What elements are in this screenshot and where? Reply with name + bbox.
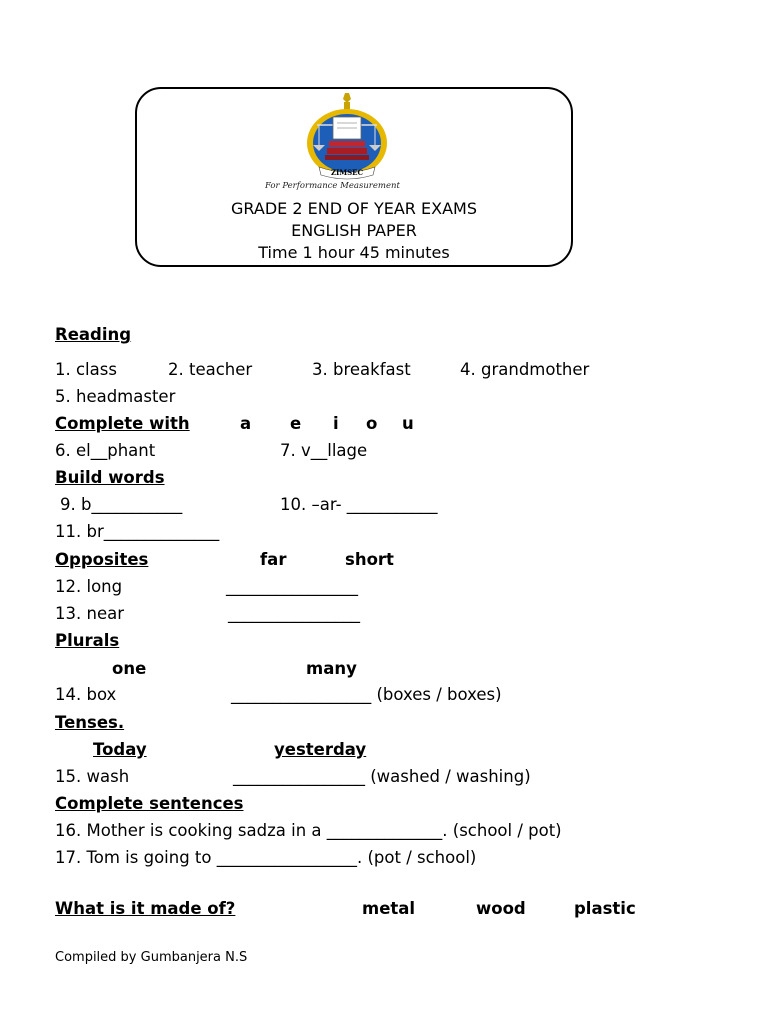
reading-heading: Reading bbox=[55, 325, 132, 344]
made-of-wood: wood bbox=[476, 899, 526, 918]
opposite-item-13: 13. near bbox=[55, 604, 124, 623]
footer-compiled-by: Compiled by Gumbanjera N.S bbox=[55, 950, 248, 965]
letter-e: e bbox=[290, 414, 302, 433]
made-of-heading: What is it made of? bbox=[55, 899, 236, 918]
reading-item-2: 2. teacher bbox=[168, 360, 253, 379]
plural-blank-14: _________________ (boxes / boxes) bbox=[231, 685, 502, 704]
opposite-item-12: 12. long bbox=[55, 577, 123, 596]
time-allowed: Time 1 hour 45 minutes bbox=[258, 243, 450, 262]
tenses-col-yesterday: yesterday bbox=[274, 740, 367, 759]
letter-a: a bbox=[240, 414, 252, 433]
plurals-col-many: many bbox=[306, 659, 357, 678]
plurals-heading: Plurals bbox=[55, 631, 120, 650]
motto: For Performance Measurement bbox=[265, 181, 400, 191]
opposite-blank-12: ________________ bbox=[226, 577, 358, 596]
opposites-heading: Opposites bbox=[55, 550, 149, 569]
header-box bbox=[135, 87, 573, 267]
opposite-blank-13: ________________ bbox=[228, 604, 360, 623]
zimsec-logo bbox=[297, 93, 397, 185]
build-item-11: 11. br______________ bbox=[55, 522, 220, 541]
build-item-9: 9. b___________ bbox=[60, 495, 183, 514]
letter-i: i bbox=[333, 414, 339, 433]
made-of-metal: metal bbox=[362, 899, 416, 918]
opposite-word-short: short bbox=[345, 550, 394, 569]
logo-text: ZIMSEC bbox=[330, 168, 364, 177]
letter-o: o bbox=[366, 414, 378, 433]
plural-item-14: 14. box bbox=[55, 685, 117, 704]
made-of-plastic: plastic bbox=[574, 899, 636, 918]
letter-u: u bbox=[402, 414, 414, 433]
tense-blank-15: ________________ (washed / washing) bbox=[233, 767, 531, 786]
tense-item-15: 15. wash bbox=[55, 767, 130, 786]
plurals-col-one: one bbox=[112, 659, 147, 678]
exam-title: GRADE 2 END OF YEAR EXAMS bbox=[231, 199, 477, 218]
reading-item-3: 3. breakfast bbox=[312, 360, 411, 379]
build-words-heading: Build words bbox=[55, 468, 165, 487]
paper-title: ENGLISH PAPER bbox=[291, 221, 417, 240]
complete-item-7: 7. v__llage bbox=[280, 441, 368, 460]
reading-item-1: 1. class bbox=[55, 360, 117, 379]
complete-with-heading: Complete with bbox=[55, 414, 190, 433]
sentence-item-17: 17. Tom is going to _________________. (pot / school) bbox=[55, 848, 477, 867]
reading-item-5: 5. headmaster bbox=[55, 387, 176, 406]
complete-item-6: 6. el__phant bbox=[55, 441, 156, 460]
opposite-word-far: far bbox=[260, 550, 287, 569]
reading-item-4: 4. grandmother bbox=[460, 360, 590, 379]
complete-sentences-heading: Complete sentences bbox=[55, 794, 244, 813]
tenses-heading: Tenses. bbox=[55, 713, 125, 732]
sentence-item-16: 16. Mother is cooking sadza in a ______________. (school / pot) bbox=[55, 821, 562, 840]
tenses-col-today: Today bbox=[93, 740, 147, 759]
build-item-10: 10. –ar- ___________ bbox=[280, 495, 438, 514]
